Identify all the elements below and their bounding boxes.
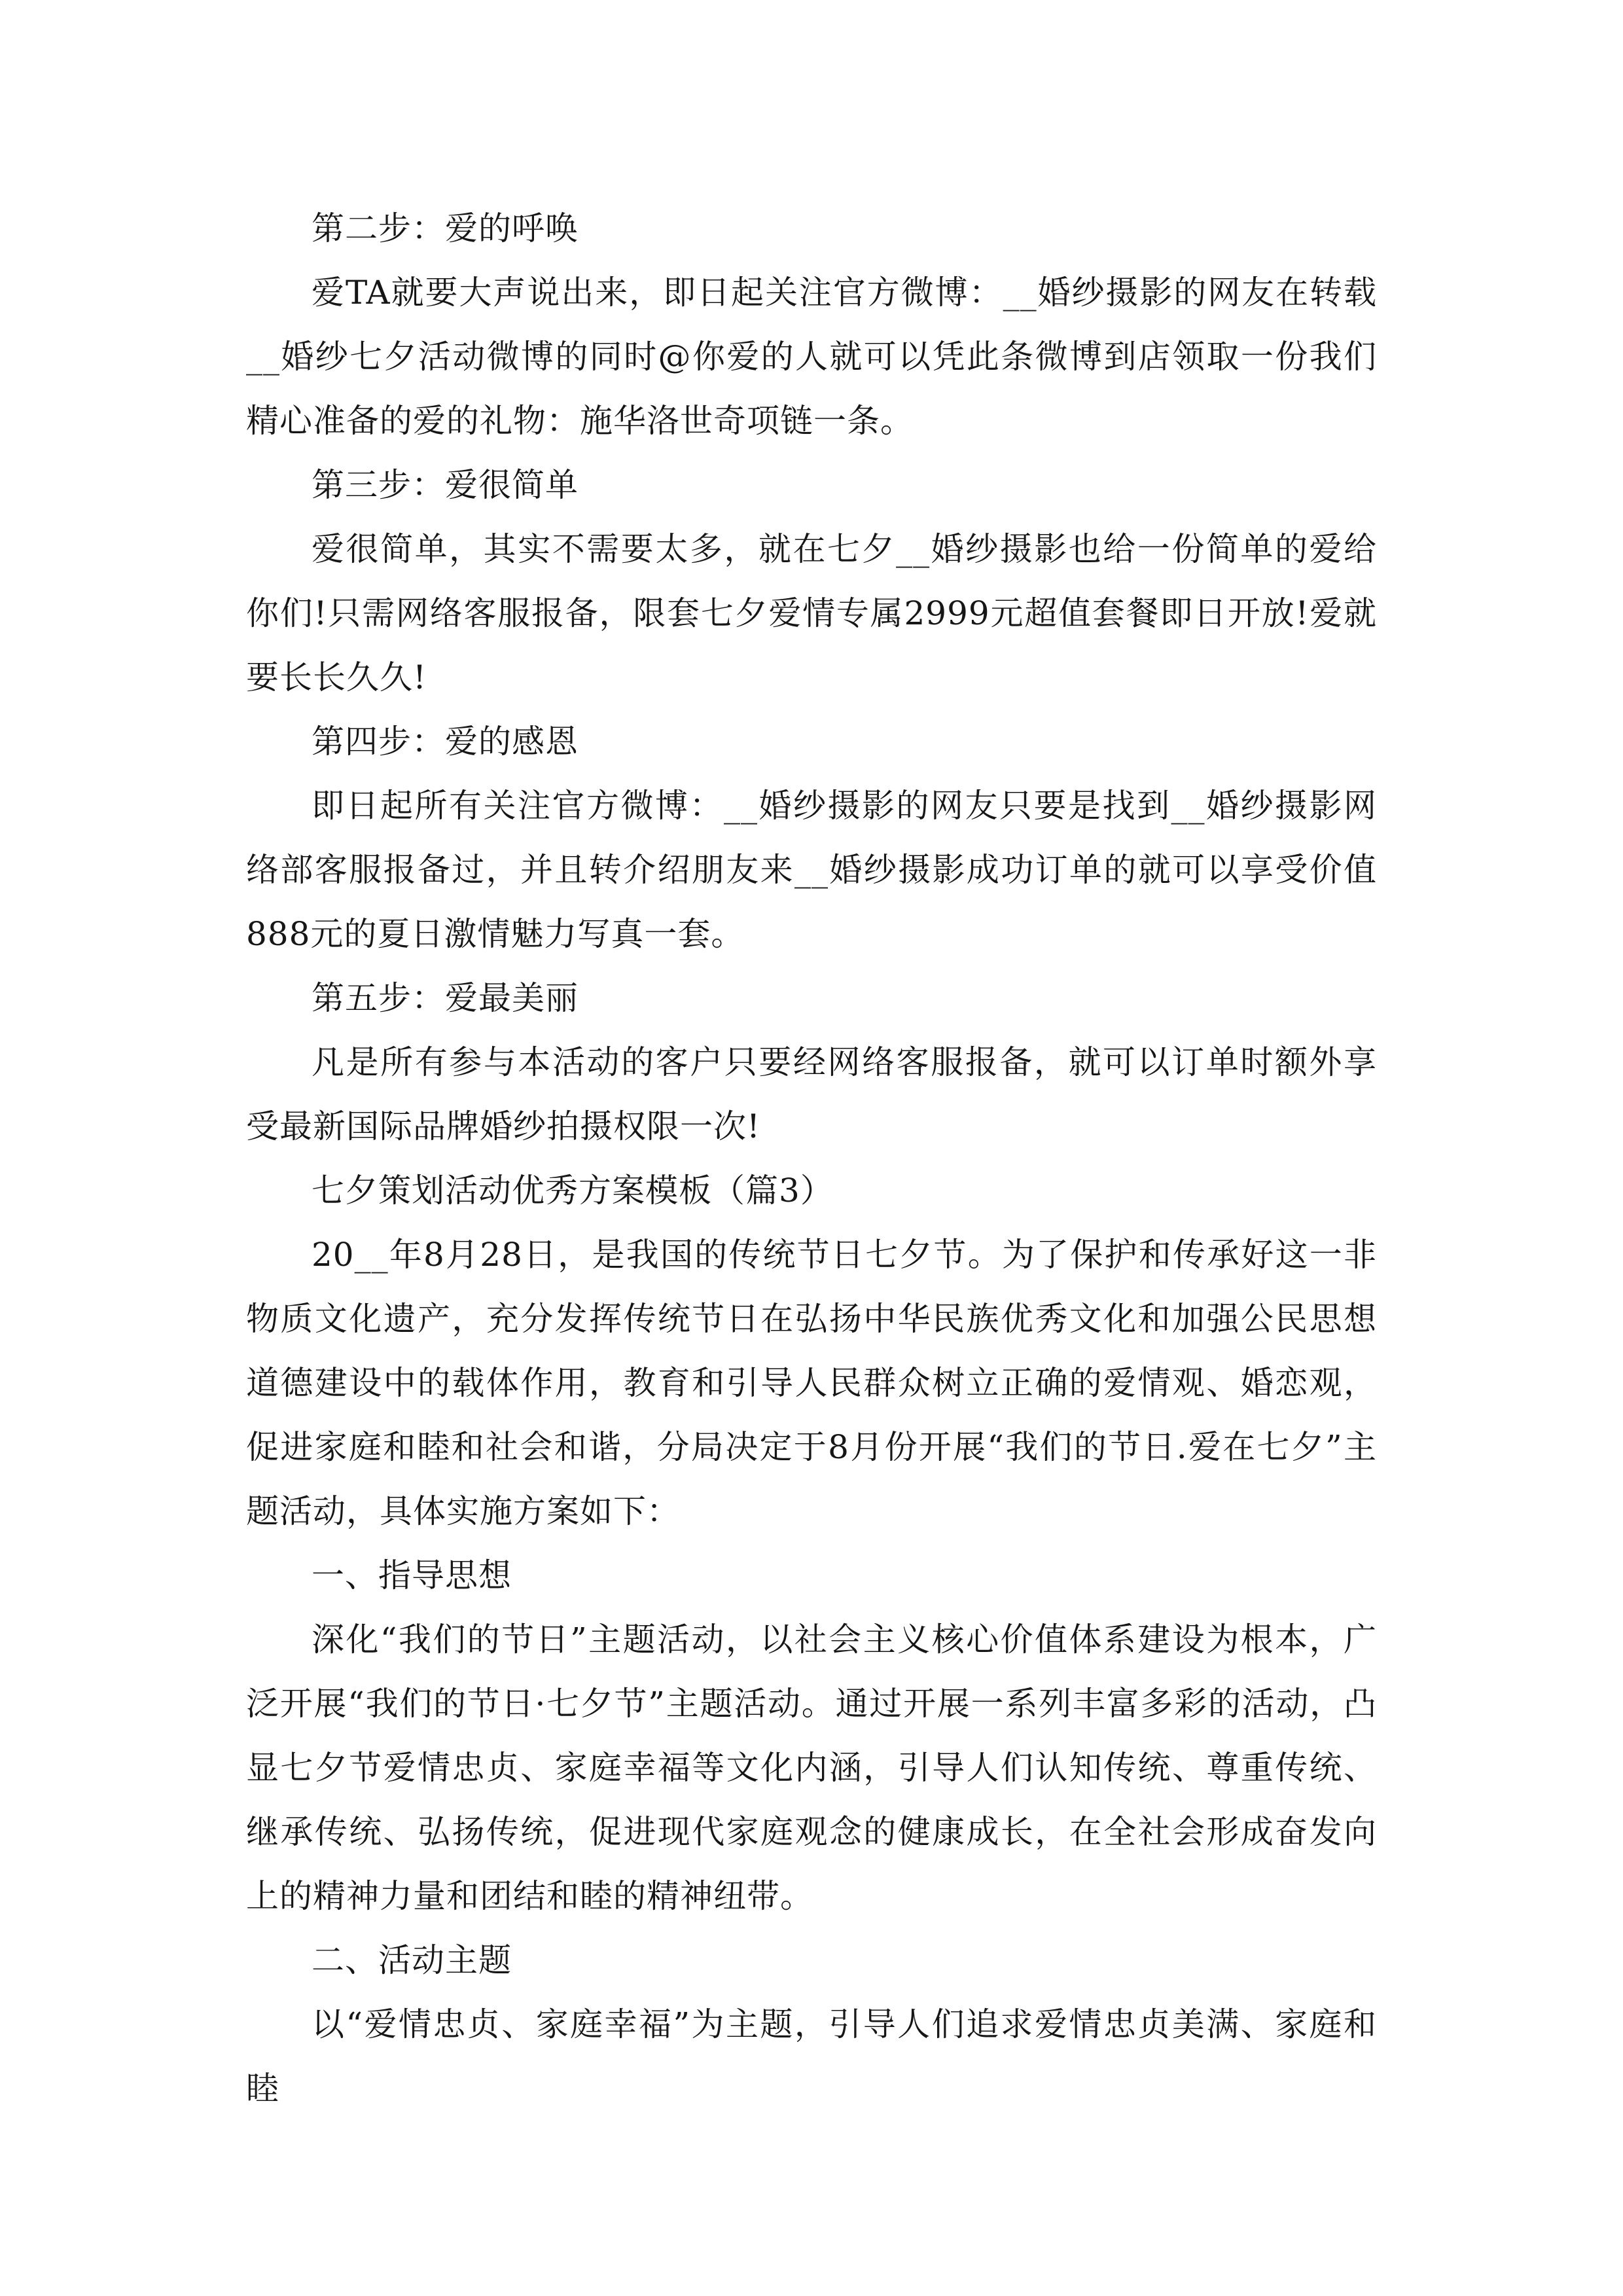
step-four-paragraph: 即日起所有关注官方微博：__婚纱摄影的网友只要是找到__婚纱摄影网络部客服报备过，并且转介绍朋友来__婚纱摄影成功订单的就可以享受价值888元的夏日激情魅力写真一套。	[246, 787, 1377, 953]
section-title-part3: 七夕策划活动优秀方案模板（篇3）	[312, 1172, 834, 1210]
step-two-paragraph: 爱TA就要大声说出来，即日起关注官方微博：__婚纱摄影的网友在转载__婚纱七夕活动微博的同时@你爱的人就可以凭此条微博到店领取一份我们精心准备的爱的礼物：施华洛世奇项链一条。	[246, 274, 1377, 440]
step-three-paragraph: 爱很简单，其实不需要太多，就在七夕__婚纱摄影也给一份简单的爱给你们!只需网络客服报备，限套七夕爱情专属2999元超值套餐即日开放!爱就要长长久久!	[246, 530, 1377, 696]
step-five-heading: 第五步：爱最美丽	[312, 979, 579, 1017]
step-four-heading: 第四步：爱的感恩	[312, 723, 579, 761]
guiding-ideology-paragraph: 深化“我们的节日”主题活动，以社会主义核心价值体系建设为根本，广泛开展“我们的节日·七夕节”主题活动。通过开展一系列丰富多彩的活动，凸显七夕节爱情忠贞、家庭幸福等文化内涵，引导人们认知传统、尊重传统、继承传统、弘扬传统，促进现代家庭观念的健康成长，在全社会形成奋发向上的精神力量和团结和睦的精神纽带。	[246, 1621, 1377, 1915]
document-body	[246, 196, 1377, 2121]
step-five-paragraph: 凡是所有参与本活动的客户只要经网络客服报备，就可以订单时额外享受最新国际品牌婚纱拍摄权限一次!	[246, 1043, 1377, 1145]
intro-paragraph: 20__年8月28日，是我国的传统节日七夕节。为了保护和传承好这一非物质文化遗产，充分发挥传统节日在弘扬中华民族优秀文化和加强公民思想道德建设中的载体作用，教育和引导人民群众树立正确的爱情观、婚恋观，促进家庭和睦和社会和谐，分局决定于8月份开展“我们的节日.爱在七夕”主题活动，具体实施方案如下：	[246, 1236, 1377, 1530]
activity-theme-heading: 二、活动主题	[312, 1941, 512, 1979]
step-two-heading: 第二步：爱的呼唤	[312, 209, 579, 247]
step-three-heading: 第三步：爱很简单	[312, 466, 579, 504]
activity-theme-paragraph: 以“爱情忠贞、家庭幸福”为主题，引导人们追求爱情忠贞美满、家庭和睦	[246, 2005, 1377, 2108]
guiding-ideology-heading: 一、指导思想	[312, 1556, 512, 1594]
